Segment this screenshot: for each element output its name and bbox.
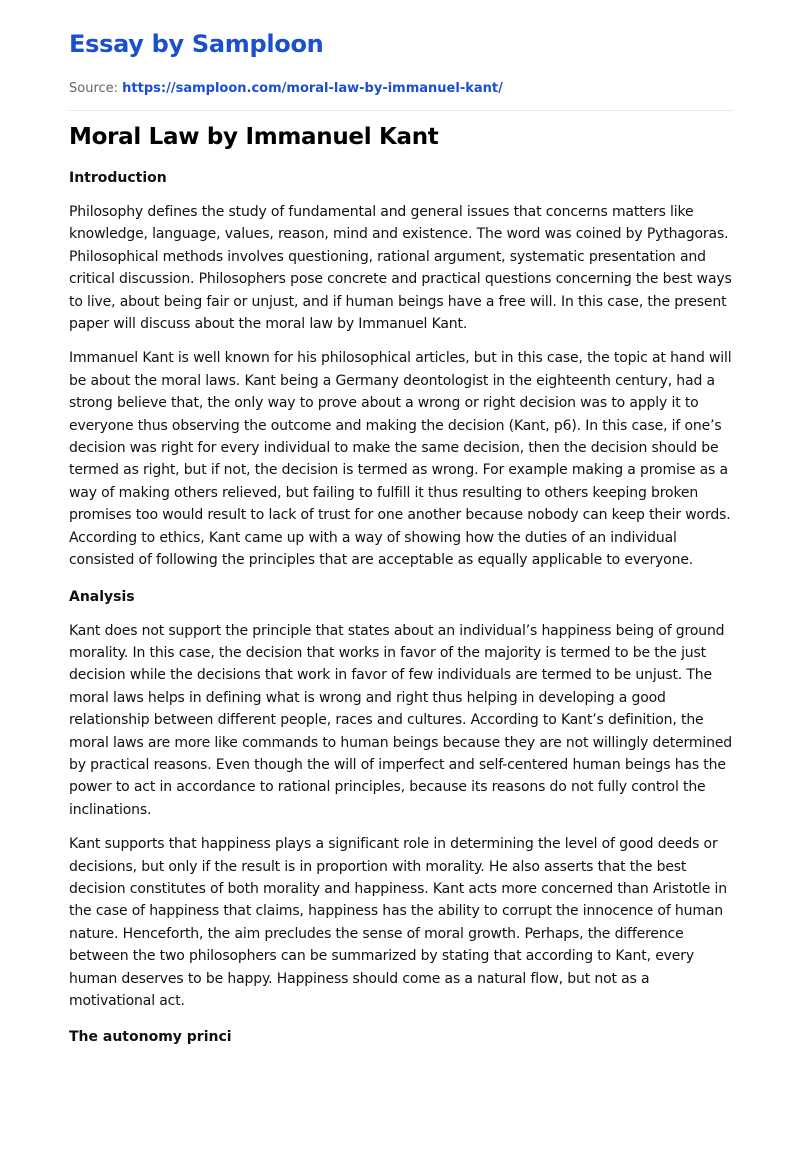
paragraph: Immanuel Kant is well known for his philosophical articles, but in this case, the topic at hand will be about the moral laws. Kant being a Germany deontologist in the eighteenth century, had a strong believe that, the only way to prove about a wrong or right decision was to apply it to everyone thus observing the outcome and making the decision (Kant, p6). In this case, if one’s decision was right for every individual to make the same decision, then the decision should be termed as right, but if not, the decision is termed as wrong. For example making a promise as a way of making others relieved, but failing to fulfill it thus resulting to others keeping broken promises too would result to lack of trust for one another because nobody can keep their words. According to ethics, Kant came up with a way of showing how the duties of an individual consisted of following the principles that are acceptable as equally applicable to everyone. xyxy=(69,350,732,569)
section-heading-introduction: Introduction xyxy=(69,170,167,186)
essay-container xyxy=(69,28,733,1048)
section-heading-analysis: Analysis xyxy=(69,588,135,605)
essay-title: Moral Law by Immanuel Kant xyxy=(69,124,439,150)
source-label: Source: xyxy=(69,81,119,96)
paragraph: Kant does not support the principle that states about an individual’s happiness being of ground morality. In this case, the decision that works in favor of the majority is termed to be the just decision while the decisions that work in favor of few individuals are termed to be unjust. The moral laws helps in defining what is wrong and right thus helping in developing a good relationship between different people, races and cultures. According to Kant’s definition, the moral laws are more like commands to human beings because they are not willingly determined by practical reasons. Even though the will of imperfect and self-centered human beings has the power to act in accordance to rational principles, because its reasons do not fully control the inclinations. xyxy=(69,622,733,818)
brand-title: Essay by Samploon xyxy=(69,30,324,58)
divider xyxy=(69,110,733,111)
paragraph: Kant supports that happiness plays a significant role in determining the level of good deeds or decisions, but only if the result is in proportion with morality. He also asserts that the best decision constitutes of both morality and happiness. Kant acts more concerned than Aristotle in the case of happiness that claims, happiness has the ability to corrupt the innocence of human nature. Henceforth, the aim precludes the sense of moral growth. Perhaps, the difference between the two philosophers can be summarized by stating that according to Kant, every human deserves to be happy. Happiness should come as a natural flow, but not as a motivational act. xyxy=(69,836,727,1009)
source-link[interactable]: https://samploon.com/moral-law-by-immanuel-kant/ xyxy=(122,81,503,96)
section-heading-autonomy: The autonomy princi xyxy=(69,1029,232,1046)
source-line xyxy=(69,80,733,98)
paragraph: Philosophy defines the study of fundamental and general issues that concerns matters like knowledge, language, values, reason, mind and existence. The word was coined by Pythagoras. Philosophical methods involves questioning, rational argument, systematic presentation and critical discussion. Philosophers pose concrete and practical questions concerning the best ways to live, about being fair or unjust, and if human beings have a free will. In this case, the present paper will discuss about the moral law by Immanuel Kant. xyxy=(69,204,732,333)
